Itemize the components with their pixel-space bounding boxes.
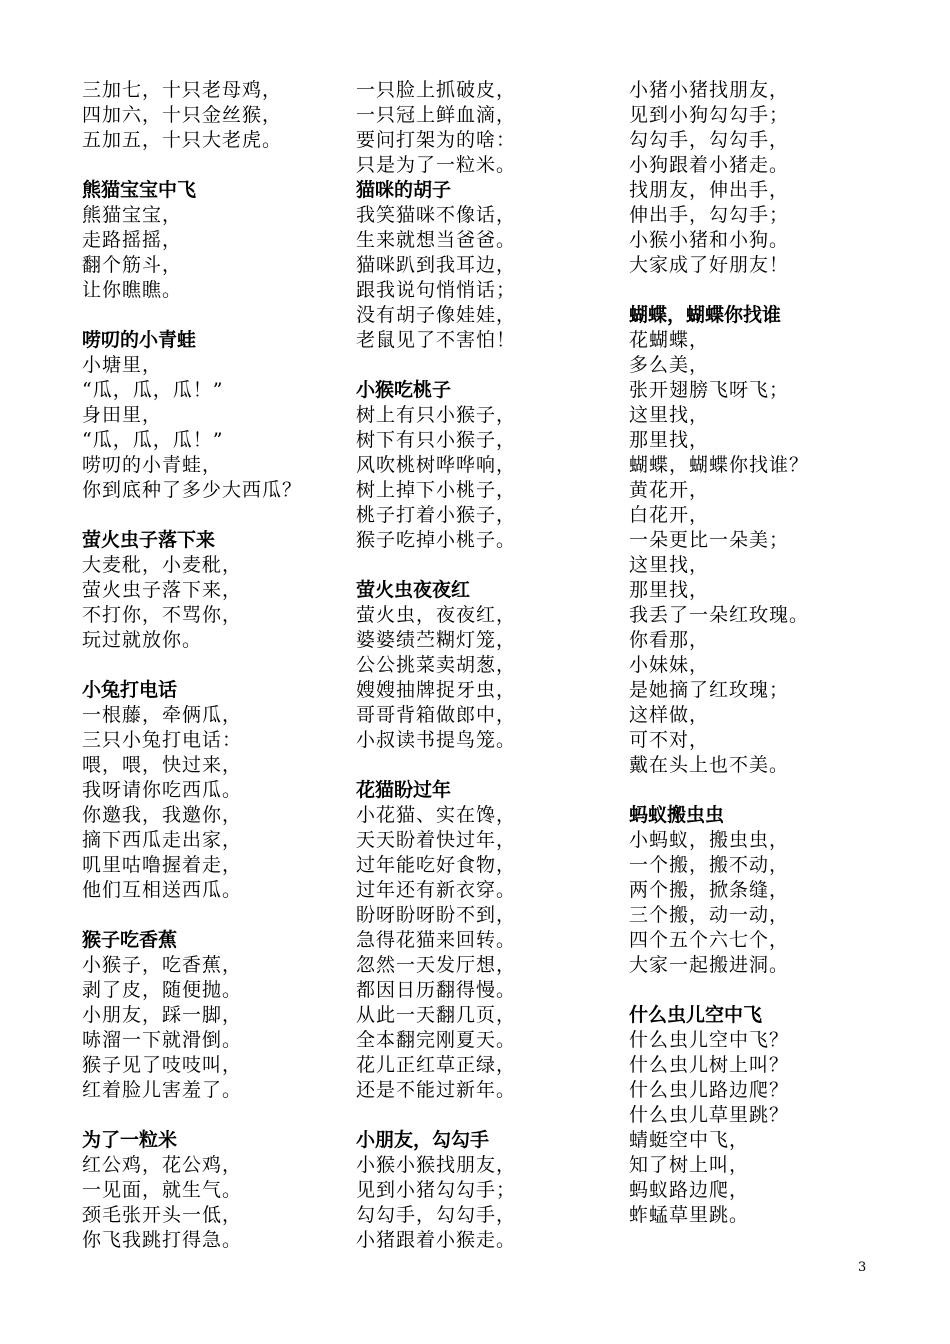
poem-line: 我笑猫咪不像话，	[356, 204, 517, 226]
poem-line: 黄花开，	[629, 479, 710, 501]
poem-line: 这样做，	[629, 704, 710, 726]
poem-spacer	[356, 353, 616, 378]
poem-line: 什么虫儿空中飞？	[629, 1029, 790, 1051]
poem-line: 知了树上叫，	[629, 1154, 750, 1176]
poem-line: 蚱蜢草里跳。	[629, 1204, 750, 1226]
poem-title: 唠叨的小青蛙	[82, 329, 197, 351]
poem-title: 小猴吃桃子	[356, 379, 452, 401]
poem-line: 见到小猪勾勾手；	[356, 1179, 517, 1201]
poem-line: 小猪跟着小猴走。	[356, 1229, 517, 1251]
poem-spacer	[356, 1103, 616, 1128]
poem-line: 只是为了一粒米。	[356, 154, 517, 176]
poem-line: 你到底种了多少大西瓜？	[82, 479, 303, 501]
poem-line: 五加五，十只大老虎。	[82, 129, 283, 151]
poem-line: 树下有只小猴子，	[356, 429, 517, 451]
poem-line: 猴子吃掉小桃子。	[356, 529, 517, 551]
poem-line: 我呀请你吃西瓜。	[82, 779, 243, 801]
poem-spacer	[629, 778, 889, 803]
poem-line: 猴子见了吱吱叫，	[82, 1054, 243, 1076]
poem-line: 萤火虫子落下来，	[82, 579, 243, 601]
poem-spacer	[82, 903, 342, 928]
poem-line: 四加六，十只金丝猴，	[82, 104, 283, 126]
poem-spacer	[82, 303, 342, 328]
poem-line: 什么虫儿树上叫？	[629, 1054, 790, 1076]
poem-line: “瓜，瓜，瓜！”	[82, 379, 224, 401]
poem-line: 哧溜一下就滑倒。	[82, 1029, 243, 1051]
poem-line: 小塘里，	[82, 354, 163, 376]
poem-title: 花猫盼过年	[356, 779, 452, 801]
poem-line: 小妹妹，	[629, 654, 710, 676]
poem-line: 这里找，	[629, 404, 710, 426]
poem-line: 大家一起搬进洞。	[629, 954, 790, 976]
poem-line: 一个搬，搬不动，	[629, 854, 790, 876]
poem-line: 摘下西瓜走出家，	[82, 829, 243, 851]
poem-line: 萤火虫，夜夜红，	[356, 604, 517, 626]
poem-line: 小猴子，吃香蕉，	[82, 954, 243, 976]
poem-line: 都因日历翻得慢。	[356, 979, 517, 1001]
poem-line: 你飞我跳打得急。	[82, 1229, 243, 1251]
poem-spacer	[82, 653, 342, 678]
poem-line: 翻个筋斗，	[82, 254, 183, 276]
poem-line: 四个五个六七个，	[629, 929, 790, 951]
poem-line: 红着脸儿害羞了。	[82, 1079, 243, 1101]
poem-line: 那里找，	[629, 429, 710, 451]
poem-line: “瓜，瓜，瓜！”	[82, 429, 224, 451]
poem-line: 急得花猫来回转。	[356, 929, 517, 951]
page-number: 3	[858, 1260, 867, 1275]
poem-line: 三个搬，动一动，	[629, 904, 790, 926]
poem-line: 玩过就放你。	[82, 629, 203, 651]
poem-spacer	[356, 753, 616, 778]
poem-line: 熊猫宝宝，	[82, 204, 183, 226]
poem-line: 那里找，	[629, 579, 710, 601]
poem-line: 一只脸上抓破皮，	[356, 79, 517, 101]
poem-title: 萤火虫子落下来	[82, 529, 216, 551]
poem-title: 萤火虫夜夜红	[356, 579, 471, 601]
poem-title: 熊猫宝宝中飞	[82, 179, 197, 201]
poem-line: 嫂嫂抽牌捉牙虫，	[356, 679, 517, 701]
poem-title: 蚂蚁搬虫虫	[629, 804, 725, 826]
poem-line: 天天盼着快过年，	[356, 829, 517, 851]
poem-line: 要问打架为的啥：	[356, 129, 517, 151]
poem-line: 没有胡子像娃娃，	[356, 304, 517, 326]
poem-line: 喂，喂，快过来，	[82, 754, 243, 776]
poem-line: 小朋友，踩一脚，	[82, 1004, 243, 1026]
poem-line: 大家成了好朋友！	[629, 254, 790, 276]
poem-line: 一根藤，牵俩瓜，	[82, 704, 243, 726]
poem-line: 一朵更比一朵美；	[629, 529, 790, 551]
poem-line: 叽里咕噜握着走，	[82, 854, 243, 876]
poem-line: 老鼠见了不害怕！	[356, 329, 517, 351]
poem-line: 什么虫儿路边爬？	[629, 1079, 790, 1101]
poem-line: 你邀我，我邀你，	[82, 804, 243, 826]
poem-line: 伸出手，勾勾手；	[629, 204, 790, 226]
poem-title: 为了一粒米	[82, 1129, 178, 1151]
poem-line: 花儿正红草正绿，	[356, 1054, 517, 1076]
poem-line: 小蚂蚁，搬虫虫，	[629, 829, 790, 851]
poem-line: 婆婆绩苎糊灯笼，	[356, 629, 517, 651]
poem-line: 勾勾手，勾勾手，	[629, 129, 790, 151]
poem-line: 身田里，	[82, 404, 163, 426]
poem-line: 小狗跟着小猪走。	[629, 154, 790, 176]
poem-line: 你看那，	[629, 629, 710, 651]
poem-line: 小花猫、实在馋，	[356, 804, 517, 826]
poem-line: 跟我说句悄悄话；	[356, 279, 517, 301]
poem-line: 这里找，	[629, 554, 710, 576]
poem-line: 三只小兔打电话：	[82, 729, 243, 751]
poem-line: 两个搬，掀条缝，	[629, 879, 790, 901]
poem-line: 小叔读书提鸟笼。	[356, 729, 517, 751]
poem-line: 风吹桃树哗哗响，	[356, 454, 517, 476]
poem-line: 猫咪趴到我耳边，	[356, 254, 517, 276]
poem-line: 还是不能过新年。	[356, 1079, 517, 1101]
poem-line: 一见面，就生气。	[82, 1179, 243, 1201]
poem-line: 蚂蚁路边爬，	[629, 1179, 750, 1201]
poem-line: 树上掉下小桃子，	[356, 479, 517, 501]
poem-line: 他们互相送西瓜。	[82, 879, 243, 901]
poem-spacer	[629, 278, 889, 303]
poem-line: 盼呀盼呀盼不到，	[356, 904, 517, 926]
poem-line: 一只冠上鲜血滴，	[356, 104, 517, 126]
poem-line: 树上有只小猴子，	[356, 404, 517, 426]
poem-title: 蝴蝶，蝴蝶你找谁	[629, 304, 782, 326]
poem-line: 唠叨的小青蛙，	[82, 454, 223, 476]
poem-line: 蜻蜓空中飞，	[629, 1129, 750, 1151]
poem-line: 哥哥背箱做郎中，	[356, 704, 517, 726]
poem-line: 花蝴蝶，	[629, 329, 710, 351]
poem-line: 颈毛张开头一低，	[82, 1204, 243, 1226]
poem-spacer	[82, 153, 342, 178]
poem-spacer	[82, 1103, 342, 1128]
poem-spacer	[629, 978, 889, 1003]
poem-title: 小朋友，勾勾手	[356, 1129, 490, 1151]
poem-line: 剥了皮，随便抛。	[82, 979, 243, 1001]
poem-line: 白花开，	[629, 504, 710, 526]
poem-line: 让你瞧瞧。	[82, 279, 183, 301]
poem-line: 小猴小猴找朋友，	[356, 1154, 517, 1176]
poem-line: 过年还有新衣穿。	[356, 879, 517, 901]
poem-title: 小兔打电话	[82, 679, 178, 701]
poem-line: 过年能吃好食物，	[356, 854, 517, 876]
poem-line: 蝴蝶，蝴蝶你找谁？	[629, 454, 810, 476]
poem-title: 猫咪的胡子	[356, 179, 452, 201]
poem-title: 什么虫儿空中飞	[629, 1004, 763, 1026]
poem-spacer	[356, 553, 616, 578]
poem-line: 勾勾手，勾勾手，	[356, 1204, 517, 1226]
poem-line: 多么美，	[629, 354, 710, 376]
poem-spacer	[82, 503, 342, 528]
poem-line: 小猴小猪和小狗。	[629, 229, 790, 251]
poem-line: 是她摘了红玫瑰；	[629, 679, 790, 701]
poem-line: 公公挑菜卖胡葱，	[356, 654, 517, 676]
poem-column-3	[629, 78, 889, 1228]
poem-line: 见到小狗勾勾手；	[629, 104, 790, 126]
poem-line: 忽然一天发厅想，	[356, 954, 517, 976]
poem-line: 找朋友，伸出手，	[629, 179, 790, 201]
poem-line: 可不对，	[629, 729, 710, 751]
poem-line: 大麦秕，小麦秕，	[82, 554, 243, 576]
poem-line: 生来就想当爸爸。	[356, 229, 517, 251]
poem-line: 红公鸡，花公鸡，	[82, 1154, 243, 1176]
poem-line: 从此一天翻几页，	[356, 1004, 517, 1026]
poem-line: 不打你，不骂你，	[82, 604, 243, 626]
poem-line: 小猪小猪找朋友，	[629, 79, 790, 101]
poem-line: 全本翻完刚夏天。	[356, 1029, 517, 1051]
poem-line: 张开翅膀飞呀飞；	[629, 379, 790, 401]
poem-line: 走路摇摇，	[82, 229, 183, 251]
poem-column-2	[356, 78, 616, 1253]
poem-line: 三加七，十只老母鸡，	[82, 79, 283, 101]
poem-line: 戴在头上也不美。	[629, 754, 790, 776]
poem-line: 什么虫儿草里跳？	[629, 1104, 790, 1126]
poem-line: 桃子打着小猴子，	[356, 504, 517, 526]
poem-column-1	[82, 78, 342, 1253]
poem-line: 我丢了一朵红玫瑰。	[629, 604, 810, 626]
poem-title: 猴子吃香蕉	[82, 929, 178, 951]
